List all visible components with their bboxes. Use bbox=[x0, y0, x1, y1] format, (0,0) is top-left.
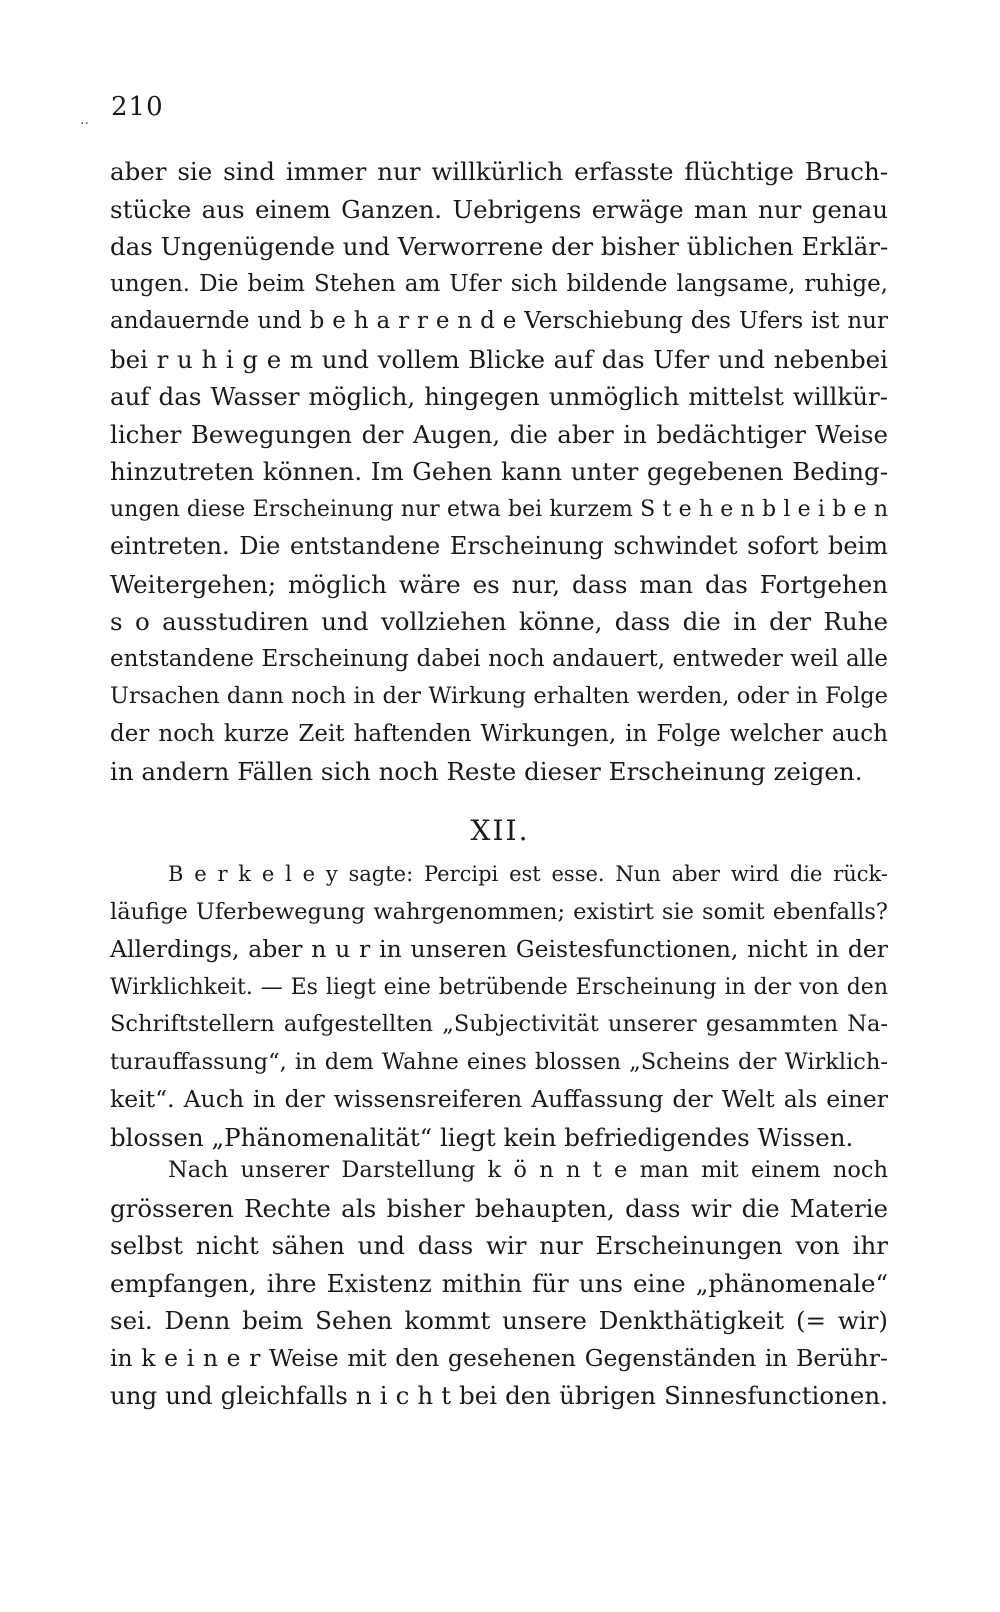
text-line: der noch kurze Zeit haftenden Wirkungen, in Folge welcher auch bbox=[110, 720, 888, 747]
text-line: Nach unserer Darstellung k ö n n t e man mit einem noch bbox=[168, 1157, 888, 1183]
text-line: B e r k e l e y sagte: Percipi est esse. Nun aber wird die rück- bbox=[168, 862, 888, 886]
text-line: entstandene Erscheinung dabei noch andauert, entweder weil alle bbox=[110, 645, 888, 672]
text-line: keit“. Auch in der wissensreiferen Auffassung der Welt als einer bbox=[110, 1085, 888, 1113]
paragraph-darstellung bbox=[110, 1152, 888, 1415]
text-line: hinzutreten können. Im Gehen kann unter gegebenen Beding- bbox=[110, 457, 888, 486]
text-line: auf das Wasser möglich, hingegen unmöglich mittelst willkür- bbox=[110, 382, 888, 411]
page-number: 210 bbox=[111, 92, 164, 122]
text-line: Allerdings, aber n u r in unseren Geistesfunctionen, nicht in der bbox=[110, 935, 888, 963]
text-line: Ursachen dann noch in der Wirkung erhalten werden, oder in Folge bbox=[110, 683, 888, 709]
text-line: turauffassung“, in dem Wahne eines blossen „Scheins der Wirklich- bbox=[110, 1048, 888, 1075]
text-line: Weitergehen; möglich wäre es nur, dass man das Fortgehen bbox=[110, 569, 888, 599]
section-heading: XII. bbox=[470, 814, 530, 847]
text-line: blossen „Phänomenalität“ liegt kein befriedigendes Wissen. bbox=[110, 1122, 854, 1152]
text-line: grösseren Rechte als bisher behaupten, dass wir die Materie bbox=[110, 1193, 888, 1223]
text-line: bei r u h i g e m und vollem Blicke auf das Ufer und nebenbei bbox=[110, 344, 888, 374]
text-line: empfangen, ihre Existenz mithin für uns eine „phänomenale“ bbox=[110, 1268, 888, 1298]
text-line: in k e i n e r Weise mit den gesehenen Gegenständen in Berühr- bbox=[110, 1343, 888, 1372]
text-line: in andern Fällen sich noch Reste dieser Erscheinung zeigen. bbox=[110, 757, 863, 786]
paragraph-berkeley bbox=[110, 856, 888, 1156]
text-line: ung und gleichfalls n i c h t bei den übrigen Sinnesfunctionen. bbox=[110, 1381, 888, 1410]
text-line: aber sie sind immer nur willkürlich erfasste flüchtige Bruch- bbox=[110, 157, 888, 186]
text-line: eintreten. Die entstandene Erscheinung schwindet sofort beim bbox=[110, 532, 888, 560]
text-line: licher Bewegungen der Augen, die aber in bedächtiger Weise bbox=[110, 419, 888, 449]
margin-mark: .. bbox=[80, 112, 89, 128]
text-line: ungen diese Erscheinung nur etwa bei kurzem S t e h e n b l e i b e n bbox=[110, 496, 888, 522]
text-line: läufige Uferbewegung wahrgenommen; existirt sie somit ebenfalls? bbox=[110, 898, 888, 925]
text-line: Wirklichkeit. — Es liegt eine betrübende Erscheinung in der von den bbox=[110, 974, 888, 1000]
text-line: stücke aus einem Ganzen. Uebrigens erwäge man nur genau bbox=[110, 194, 888, 224]
text-line: Schriftstellern aufgestellten „Subjectivität unserer gesammten Na- bbox=[110, 1011, 888, 1037]
text-line: sei. Denn beim Sehen kommt unsere Denkthätigkeit (= wir) bbox=[110, 1306, 888, 1335]
paragraph-continuation bbox=[110, 153, 888, 791]
text-line: s o ausstudiren und vollziehen könne, dass die in der Ruhe bbox=[110, 607, 888, 636]
text-line: ungen. Die beim Stehen am Ufer sich bildende langsame, ruhige, bbox=[110, 270, 888, 297]
text-line: das Ungenügende und Verworrene der bisher üblichen Erklär- bbox=[110, 232, 889, 261]
text-line: selbst nicht sähen und dass wir nur Erscheinungen von ihr bbox=[110, 1231, 888, 1260]
text-line: andauernde und b e h a r r e n d e Verschiebung des Ufers ist nur bbox=[110, 308, 888, 334]
